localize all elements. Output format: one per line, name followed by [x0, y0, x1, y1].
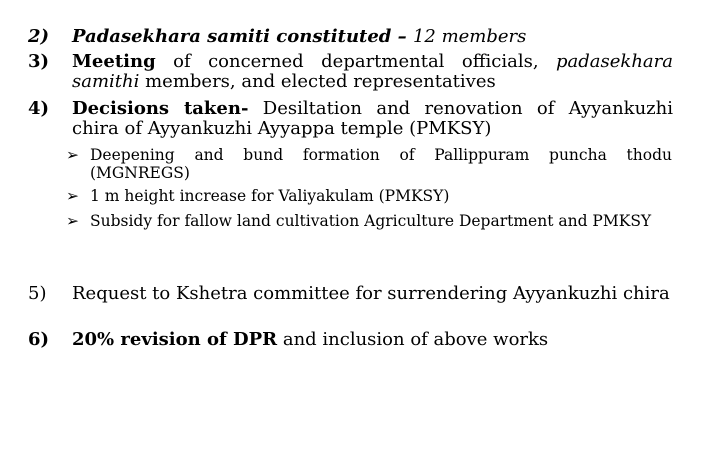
sub-item-text: 1 m height increase for Valiyakulam (PMKSY)	[90, 187, 450, 205]
item-dash: –	[391, 26, 413, 47]
item-rest-a: of concerned departmental officials,	[155, 51, 557, 72]
item-text	[72, 330, 673, 350]
item-text	[72, 52, 673, 92]
sub-list-item	[66, 187, 672, 205]
item-title: Decisions taken-	[72, 98, 249, 119]
list-item-3	[28, 52, 673, 92]
sub-item-text: Subsidy for fallow land cultivation Agriculture Department and PMKSY	[90, 212, 652, 230]
item-title: Padasekhara samiti constituted	[72, 26, 392, 47]
sub-list-item	[66, 212, 672, 230]
item-number: 4)	[28, 98, 50, 119]
item-number: 2)	[28, 26, 50, 47]
arrow-bullet-icon: ➢	[66, 187, 79, 205]
item-number: 5)	[28, 283, 47, 304]
arrow-bullet-icon: ➢	[66, 212, 79, 230]
list-item-2	[28, 27, 673, 47]
item-text: Request to Kshetra committee for surrendering Ayyankuzhi chira	[72, 283, 670, 304]
item-bold-part: 20% revision of DPR	[72, 329, 278, 350]
item-italic-part: padasekhara samithi	[72, 51, 673, 92]
item-rest: Desiltation and renovation of Ayyankuzhi chira of Ayyankuzhi Ayyappa temple (PMKSY)	[72, 98, 673, 139]
item-text	[72, 27, 673, 47]
item-number: 3)	[28, 51, 50, 72]
item-text	[72, 99, 673, 139]
sub-item-text: Deepening and bund formation of Pallippuram puncha thodu (MGNREGS)	[90, 146, 672, 182]
item-rest: 12 members	[412, 26, 527, 47]
item-number: 6)	[28, 329, 50, 350]
item-title: Meeting	[72, 51, 156, 72]
arrow-bullet-icon: ➢	[66, 146, 79, 164]
list-item-4	[28, 99, 673, 139]
sub-list-item	[66, 146, 672, 182]
list-item-5	[28, 284, 673, 304]
item-rest: and inclusion of above works	[277, 329, 549, 350]
list-item-6	[28, 330, 673, 350]
item-rest-b: members, and elected representatives	[139, 71, 496, 92]
